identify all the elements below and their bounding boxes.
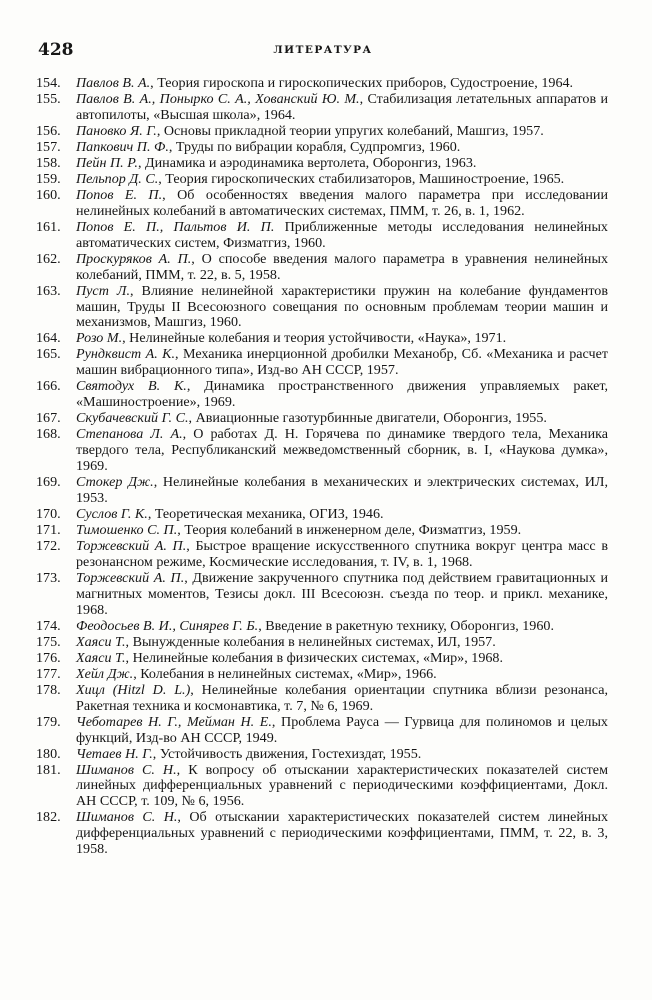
reference-authors: Папкович П. Ф. bbox=[76, 138, 169, 155]
reference-text: , Устойчивость движения, Гостехиздат, 1955. bbox=[152, 745, 422, 762]
reference-text: , Движение закрученного спутника под действием гравитационных и магнитных моментов, Тезисы докл. III Всесоюзн. съезда по теор. и прикл. механике, 1968. bbox=[76, 569, 608, 618]
reference-text: , Колебания в нелинейных системах, «Мир», 1966. bbox=[133, 665, 437, 682]
reference-number: 174. bbox=[36, 617, 61, 634]
reference-item bbox=[36, 571, 608, 619]
reference-text: , Динамика пространственного движения управляемых ракет, «Машиностроение», 1969. bbox=[76, 378, 608, 411]
reference-item bbox=[36, 810, 608, 858]
reference-authors: Рундквист А. К. bbox=[76, 346, 176, 363]
reference-authors: Тимошенко С. П. bbox=[76, 521, 178, 538]
reference-number: 172. bbox=[36, 537, 61, 554]
reference-text: , К вопросу об отыскании характеристических показателей систем линейных дифференциальных уравнений с периодическими коэффициентами, Докл. АН СССР, т. 109, № 6, 1956. bbox=[76, 761, 608, 810]
reference-text: , О способе введения малого параметра в уравнения нелинейных колебаний, ПММ, т. 22, в. 5, 1958. bbox=[76, 250, 608, 283]
reference-number: 169. bbox=[36, 474, 61, 491]
reference-text: Приближенные методы исследования нелинейных автоматических систем, Физматгиз, 1960. bbox=[76, 218, 608, 251]
reference-item bbox=[36, 220, 608, 252]
reference-authors: Чеботарев Н. Г., Мейман Н. Е. bbox=[76, 713, 272, 730]
reference-text: , Нелинейные колебания в физических системах, «Мир», 1968. bbox=[125, 649, 503, 666]
reference-item bbox=[36, 331, 608, 347]
reference-authors: Шиманов С. Н. bbox=[76, 761, 177, 778]
reference-item bbox=[36, 140, 608, 156]
reference-item bbox=[36, 411, 608, 427]
reference-authors: Стокер Дж. bbox=[76, 474, 154, 491]
reference-authors: Торжевский А. П. bbox=[76, 537, 187, 554]
reference-authors: Хицл (Hitzl D. L.) bbox=[76, 681, 191, 698]
reference-item bbox=[36, 92, 608, 124]
reference-text: , Нелинейные колебания в механических и электрических системах, ИЛ, 1953. bbox=[76, 474, 608, 506]
reference-number: 161. bbox=[36, 218, 61, 235]
reference-authors: Шиманов С. Н. bbox=[76, 809, 178, 826]
reference-item bbox=[36, 252, 608, 284]
reference-number: 162. bbox=[36, 250, 61, 267]
reference-text: , Труды по вибрации корабля, Судпромгиз, 1960. bbox=[168, 138, 461, 155]
reference-authors: Попов Е. П., Пальтов И. П. bbox=[76, 218, 275, 235]
reference-number: 181. bbox=[36, 761, 61, 778]
reference-item bbox=[36, 172, 608, 188]
reference-text: , Механика инерционной дробилки Механобр, Сб. «Механика и расчет машин вибрационного типа», Изд-во АН СССР, 1957. bbox=[76, 346, 608, 379]
reference-text: , О работах Д. Н. Горячева по динамике твердого тела, Механика твердого тела, Республиканский межведомственный сборник, в. I, «Наукова думка», 1969. bbox=[76, 426, 608, 475]
reference-item bbox=[36, 507, 608, 523]
reference-number: 177. bbox=[36, 665, 61, 682]
reference-text: , Вынужденные колебания в нелинейных системах, ИЛ, 1957. bbox=[125, 633, 496, 650]
reference-authors: Хаяси Т. bbox=[76, 649, 126, 666]
reference-text: , Стабилизация летательных аппаратов и автопилоты, «Высшая школа», 1964. bbox=[76, 91, 608, 123]
reference-text: , Теория колебаний в инженерном деле, Физматгиз, 1959. bbox=[177, 521, 522, 538]
reference-text: , Об отыскании характеристических показателей систем линейных дифференциальных уравнений с периодическими коэффициентами, ПММ, т. 22, в. 3, 1958. bbox=[76, 809, 608, 858]
reference-text: , Теоретическая механика, ОГИЗ, 1946. bbox=[147, 505, 384, 522]
reference-number: 180. bbox=[36, 745, 61, 762]
reference-number: 166. bbox=[36, 378, 61, 395]
reference-authors: Проскуряков А. П. bbox=[76, 250, 192, 267]
reference-item bbox=[36, 539, 608, 571]
reference-authors: Феодосьев В. И., Синярев Г. Б. bbox=[76, 617, 259, 634]
reference-number: 179. bbox=[36, 713, 61, 730]
reference-number: 173. bbox=[36, 569, 61, 586]
reference-authors: Пельпор Д. С. bbox=[76, 170, 159, 187]
reference-item bbox=[36, 651, 608, 667]
reference-number: 171. bbox=[36, 521, 61, 538]
reference-text: , Проблема Рауса — Гурвица для полиномов и целых функций, Изд-во АН СССР, 1949. bbox=[76, 713, 608, 746]
reference-authors: Павлов В. А. bbox=[76, 75, 151, 91]
reference-text: , Динамика и аэродинамика вертолета, Оборонгиз, 1963. bbox=[137, 154, 477, 171]
reference-number: 167. bbox=[36, 410, 61, 427]
reference-item bbox=[36, 667, 608, 683]
reference-authors: Хаяси Т. bbox=[76, 633, 126, 650]
reference-number: 154. bbox=[36, 75, 61, 91]
reference-item bbox=[36, 747, 608, 763]
reference-authors: Пуст Л. bbox=[76, 282, 130, 299]
reference-item bbox=[36, 427, 608, 475]
reference-authors: Хейл Дж. bbox=[76, 665, 134, 682]
reference-number: 156. bbox=[36, 122, 61, 139]
reference-list bbox=[36, 76, 608, 858]
reference-item bbox=[36, 76, 608, 92]
reference-authors: Торжевский А. П. bbox=[76, 569, 185, 586]
reference-number: 164. bbox=[36, 330, 61, 347]
reference-item bbox=[36, 188, 608, 220]
reference-number: 160. bbox=[36, 186, 61, 203]
reference-number: 175. bbox=[36, 633, 61, 650]
reference-item bbox=[36, 284, 608, 332]
reference-number: 158. bbox=[36, 154, 61, 171]
reference-authors: Степанова Л. А. bbox=[76, 426, 183, 443]
reference-item bbox=[36, 523, 608, 539]
reference-text: , Нелинейные колебания ориентации спутника вблизи резонанса, Ракетная техника и космонавтика, т. 7, № 6, 1969. bbox=[76, 681, 608, 714]
reference-item bbox=[36, 619, 608, 635]
reference-number: 170. bbox=[36, 505, 61, 522]
reference-text: , Влияние нелинейной характеристики пружин на колебание фундаментов машин, Труды II Всесоюзного совещания по основным проблемам теории машин и механизмов, Машгиз, 1960. bbox=[76, 282, 608, 331]
reference-item bbox=[36, 156, 608, 172]
reference-text: , Основы прикладной теории упругих колебаний, Машгиз, 1957. bbox=[156, 122, 544, 139]
reference-number: 165. bbox=[36, 346, 61, 363]
reference-text: , Быстрое вращение искусственного спутника вокруг центра масс в резонансном режиме, Космические исследования, т. IV, в. 1, 1968. bbox=[76, 537, 608, 570]
reference-authors: Пейн П. Р. bbox=[76, 154, 138, 171]
reference-text: , Об особенностях введения малого параметра при исследовании нелинейных колебаний в автоматических системах, ПММ, т. 26, в. 1, 1962. bbox=[76, 186, 609, 219]
reference-number: 178. bbox=[36, 681, 61, 698]
reference-text: , Введение в ракетную технику, Оборонгиз, 1960. bbox=[258, 617, 554, 634]
reference-authors: Попов Е. П. bbox=[76, 186, 163, 203]
reference-number: 176. bbox=[36, 649, 61, 666]
reference-text: , Авиационные газотурбинные двигатели, Оборонгиз, 1955. bbox=[188, 410, 547, 427]
reference-item bbox=[36, 379, 608, 411]
reference-number: 155. bbox=[36, 91, 61, 107]
reference-item bbox=[36, 635, 608, 651]
reference-authors: Суслов Г. К. bbox=[76, 505, 148, 522]
reference-item bbox=[36, 683, 608, 715]
reference-item bbox=[36, 763, 608, 811]
reference-number: 157. bbox=[36, 138, 61, 155]
reference-authors: Скубачевский Г. С. bbox=[76, 410, 189, 427]
page-number: 428 bbox=[38, 40, 74, 60]
reference-number: 163. bbox=[36, 282, 61, 299]
running-title: ЛИТЕРАТУРА bbox=[273, 44, 373, 56]
reference-item bbox=[36, 715, 608, 747]
reference-authors: Павлов В. А., Понырко С. А., Хованский Ю. М. bbox=[76, 91, 360, 107]
reference-text: , Теория гироскопических стабилизаторов, Машиностроение, 1965. bbox=[158, 170, 565, 187]
reference-authors: Пановко Я. Г. bbox=[76, 122, 157, 139]
reference-text: , Теория гироскопа и гироскопических приборов, Судостроение, 1964. bbox=[150, 75, 574, 91]
reference-text: , Нелинейные колебания и теория устойчивости, «Наука», 1971. bbox=[122, 330, 507, 347]
reference-number: 168. bbox=[36, 426, 61, 443]
reference-authors: Четаев Н. Г. bbox=[76, 745, 153, 762]
reference-authors: Розо М. bbox=[76, 330, 123, 347]
reference-authors: Святодух В. К. bbox=[76, 378, 187, 395]
page-header bbox=[38, 40, 608, 64]
reference-number: 182. bbox=[36, 809, 61, 826]
reference-item bbox=[36, 475, 608, 507]
reference-item bbox=[36, 347, 608, 379]
reference-item bbox=[36, 124, 608, 140]
reference-number: 159. bbox=[36, 170, 61, 187]
